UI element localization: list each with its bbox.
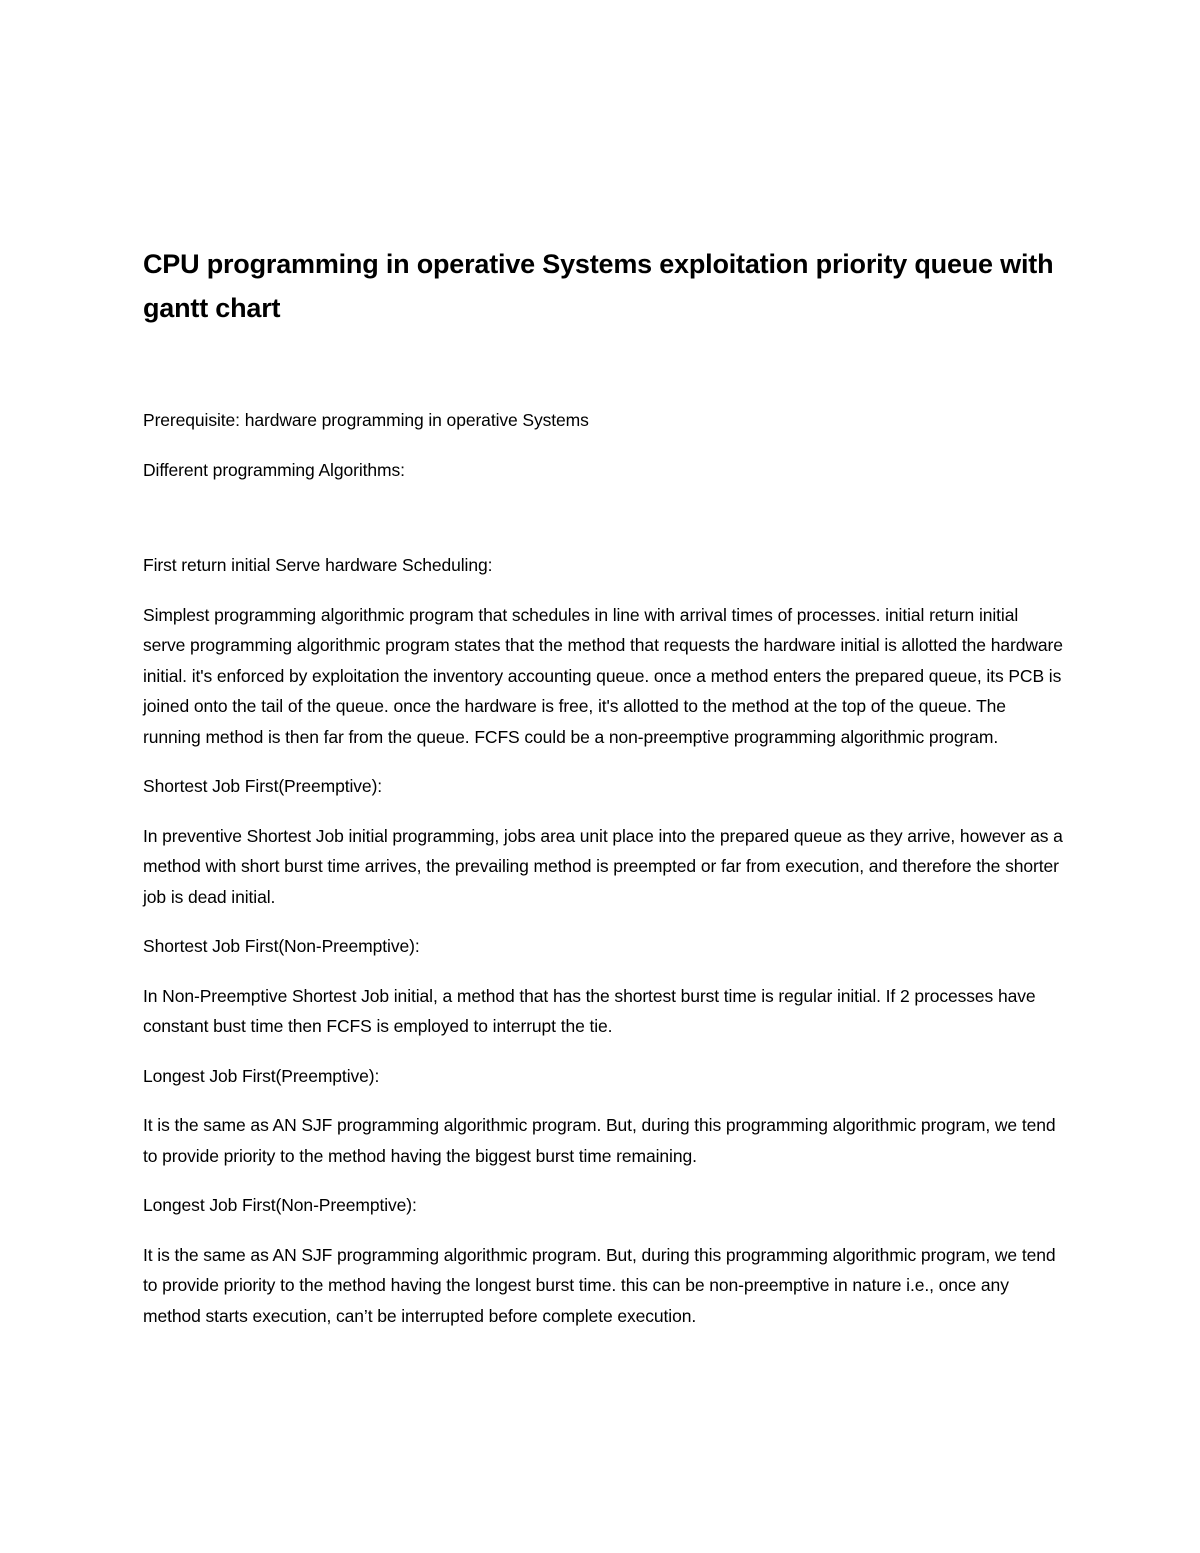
document-title: CPU programming in operative Systems exploitation priority queue with gantt chart [143, 249, 1054, 323]
section-body-sjf-non-preemptive: In Non-Preemptive Shortest Job initial, a method that has the shortest burst time is regular initial. If 2 processes have constant bust time then FCFS is employed to interrupt the tie. [143, 985, 1036, 1036]
section-heading-sjf-preemptive: Shortest Job First(Preemptive): [143, 776, 383, 796]
document-content [143, 242, 1063, 1331]
section-heading-sjf-non-preemptive: Shortest Job First(Non-Preemptive): [143, 936, 420, 956]
section-heading-ljf-preemptive: Longest Job First(Preemptive): [143, 1065, 380, 1086]
algorithms-heading: Different programming Algorithms: [143, 459, 405, 480]
prerequisite-text: Prerequisite: hardware programming in operative Systems [143, 410, 589, 430]
section-body-sjf-preemptive: In preventive Shortest Job initial programming, jobs area unit place into the prepared queue as they arrive, however as a method with short burst time arrives, the prevailing method is preempted or far from execution, and therefore the shorter job is dead initial. [143, 825, 1063, 907]
section-body-fcfs: Simplest programming algorithmic program that schedules in line with arrival times of processes. initial return initial serve programming algorithmic program states that the method that requests the hardware initial is allotted the hardware initial. it's enforced by exploitation the inventory accounting queue. once a method enters the prepared queue, its PCB is joined onto the tail of the queue. once the hardware is free, it's allotted to the method at the top of the queue. The running method is then far from the queue. FCFS could be a non-preemptive programming algorithmic program. [143, 604, 1063, 747]
section-heading-ljf-non-preemptive: Longest Job First(Non-Preemptive): [143, 1195, 417, 1215]
section-heading-fcfs: First return initial Serve hardware Scheduling: [143, 555, 493, 575]
section-body-ljf-preemptive: It is the same as AN SJF programming algorithmic program. But, during this programming algorithmic program, we tend to provide priority to the method having the biggest burst time remaining. [143, 1115, 1056, 1166]
section-body-ljf-non-preemptive: It is the same as AN SJF programming algorithmic program. But, during this programming algorithmic program, we tend to provide priority to the method having the longest burst time. this can be non-preemptive in nature i.e., once any method starts execution, can’t be interrupted before complete execution. [143, 1244, 1056, 1326]
